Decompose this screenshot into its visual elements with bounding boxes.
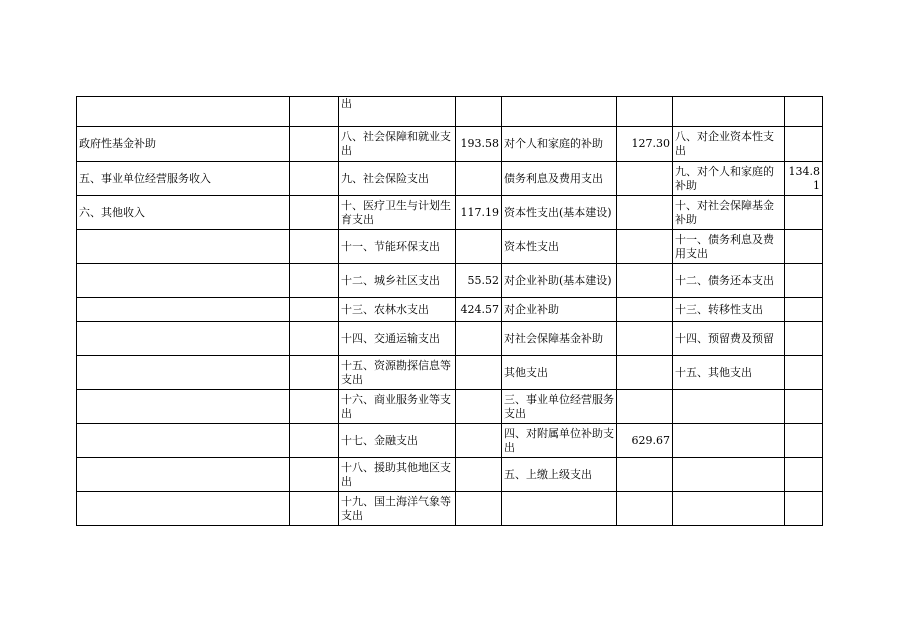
expenditure-function-cell: 出 <box>339 97 456 127</box>
income-item-cell <box>77 322 290 356</box>
table-row <box>77 458 823 492</box>
expenditure-govt-economic-cell: 十三、转移性支出 <box>673 298 785 322</box>
income-amount-cell <box>290 127 339 162</box>
expenditure-economic-cell: 对企业补助(基本建设) <box>502 264 617 298</box>
expenditure-economic-amount-cell <box>617 230 673 264</box>
expenditure-function-cell: 十四、交通运输支出 <box>339 322 456 356</box>
income-amount-cell <box>290 492 339 526</box>
income-item-cell <box>77 298 290 322</box>
expenditure-govt-economic-cell <box>673 492 785 526</box>
expenditure-economic-amount-cell <box>617 97 673 127</box>
income-amount-cell <box>290 196 339 230</box>
expenditure-govt-economic-cell <box>673 97 785 127</box>
expenditure-function-amount-cell: 55.52 <box>456 264 502 298</box>
table-row <box>77 97 823 127</box>
expenditure-economic-cell: 三、事业单位经营服务支出 <box>502 390 617 424</box>
expenditure-economic-amount-cell: 127.30 <box>617 127 673 162</box>
expenditure-govt-economic-amount-cell <box>785 127 823 162</box>
income-amount-cell <box>290 424 339 458</box>
expenditure-govt-economic-amount-cell <box>785 264 823 298</box>
income-amount-cell <box>290 458 339 492</box>
expenditure-economic-amount-cell: 629.67 <box>617 424 673 458</box>
expenditure-govt-economic-amount-cell <box>785 356 823 390</box>
income-amount-cell <box>290 162 339 196</box>
table-row <box>77 230 823 264</box>
expenditure-function-cell: 九、社会保险支出 <box>339 162 456 196</box>
income-item-cell <box>77 390 290 424</box>
table-row <box>77 298 823 322</box>
expenditure-economic-cell: 对企业补助 <box>502 298 617 322</box>
table-row <box>77 162 823 196</box>
expenditure-govt-economic-amount-cell <box>785 97 823 127</box>
expenditure-govt-economic-cell: 九、对个人和家庭的补助 <box>673 162 785 196</box>
income-item-cell <box>77 424 290 458</box>
income-item-cell <box>77 264 290 298</box>
expenditure-govt-economic-amount-cell <box>785 298 823 322</box>
expenditure-economic-amount-cell <box>617 492 673 526</box>
expenditure-function-amount-cell <box>456 322 502 356</box>
income-amount-cell <box>290 322 339 356</box>
expenditure-govt-economic-amount-cell <box>785 492 823 526</box>
expenditure-function-cell: 十一、节能环保支出 <box>339 230 456 264</box>
expenditure-function-cell: 十六、商业服务业等支出 <box>339 390 456 424</box>
expenditure-economic-cell: 四、对附属单位补助支出 <box>502 424 617 458</box>
expenditure-govt-economic-cell: 十五、其他支出 <box>673 356 785 390</box>
income-item-cell <box>77 97 290 127</box>
expenditure-economic-amount-cell <box>617 196 673 230</box>
expenditure-govt-economic-cell: 十、对社会保障基金补助 <box>673 196 785 230</box>
expenditure-function-amount-cell: 424.57 <box>456 298 502 322</box>
table-row <box>77 322 823 356</box>
expenditure-function-amount-cell <box>456 390 502 424</box>
expenditure-economic-amount-cell <box>617 162 673 196</box>
expenditure-govt-economic-amount-cell: 134.81 <box>785 162 823 196</box>
expenditure-govt-economic-cell: 八、对企业资本性支出 <box>673 127 785 162</box>
expenditure-govt-economic-cell <box>673 458 785 492</box>
expenditure-govt-economic-cell: 十一、债务利息及费用支出 <box>673 230 785 264</box>
expenditure-economic-cell: 五、上缴上级支出 <box>502 458 617 492</box>
expenditure-govt-economic-amount-cell <box>785 458 823 492</box>
income-item-cell <box>77 230 290 264</box>
expenditure-function-cell: 十、医疗卫生与计划生育支出 <box>339 196 456 230</box>
expenditure-govt-economic-cell: 十二、债务还本支出 <box>673 264 785 298</box>
expenditure-function-amount-cell <box>456 458 502 492</box>
expenditure-function-amount-cell <box>456 97 502 127</box>
expenditure-function-cell: 十三、农林水支出 <box>339 298 456 322</box>
expenditure-economic-amount-cell <box>617 298 673 322</box>
expenditure-economic-cell <box>502 97 617 127</box>
table-row <box>77 424 823 458</box>
income-amount-cell <box>290 264 339 298</box>
expenditure-function-amount-cell: 193.58 <box>456 127 502 162</box>
expenditure-function-cell: 八、社会保障和就业支出 <box>339 127 456 162</box>
income-amount-cell <box>290 298 339 322</box>
expenditure-function-cell: 十九、国土海洋气象等支出 <box>339 492 456 526</box>
expenditure-economic-cell: 对个人和家庭的补助 <box>502 127 617 162</box>
expenditure-function-cell: 十二、城乡社区支出 <box>339 264 456 298</box>
expenditure-economic-amount-cell <box>617 356 673 390</box>
expenditure-economic-cell: 资本性支出 <box>502 230 617 264</box>
expenditure-economic-cell: 对社会保障基金补助 <box>502 322 617 356</box>
expenditure-govt-economic-cell <box>673 424 785 458</box>
table-row <box>77 196 823 230</box>
expenditure-function-amount-cell <box>456 356 502 390</box>
income-item-cell: 政府性基金补助 <box>77 127 290 162</box>
expenditure-economic-cell: 债务利息及费用支出 <box>502 162 617 196</box>
expenditure-function-amount-cell <box>456 230 502 264</box>
table-row <box>77 264 823 298</box>
table-row <box>77 492 823 526</box>
expenditure-function-amount-cell <box>456 492 502 526</box>
expenditure-function-amount-cell <box>456 162 502 196</box>
income-amount-cell <box>290 356 339 390</box>
expenditure-govt-economic-amount-cell <box>785 390 823 424</box>
income-item-cell <box>77 458 290 492</box>
expenditure-function-cell: 十五、资源勘探信息等支出 <box>339 356 456 390</box>
expenditure-govt-economic-amount-cell <box>785 230 823 264</box>
expenditure-economic-amount-cell <box>617 264 673 298</box>
income-item-cell <box>77 356 290 390</box>
expenditure-govt-economic-cell: 十四、预留费及预留 <box>673 322 785 356</box>
expenditure-economic-amount-cell <box>617 322 673 356</box>
expenditure-function-cell: 十八、援助其他地区支出 <box>339 458 456 492</box>
expenditure-govt-economic-amount-cell <box>785 196 823 230</box>
expenditure-economic-amount-cell <box>617 390 673 424</box>
expenditure-function-amount-cell <box>456 424 502 458</box>
income-item-cell: 六、其他收入 <box>77 196 290 230</box>
budget-table <box>76 96 823 526</box>
income-item-cell <box>77 492 290 526</box>
income-amount-cell <box>290 97 339 127</box>
income-item-cell: 五、事业单位经营服务收入 <box>77 162 290 196</box>
expenditure-economic-cell <box>502 492 617 526</box>
expenditure-govt-economic-amount-cell <box>785 424 823 458</box>
expenditure-govt-economic-amount-cell <box>785 322 823 356</box>
income-amount-cell <box>290 230 339 264</box>
expenditure-economic-amount-cell <box>617 458 673 492</box>
income-amount-cell <box>290 390 339 424</box>
table-row <box>77 127 823 162</box>
expenditure-function-amount-cell: 117.19 <box>456 196 502 230</box>
expenditure-function-cell: 十七、金融支出 <box>339 424 456 458</box>
expenditure-economic-cell: 其他支出 <box>502 356 617 390</box>
expenditure-govt-economic-cell <box>673 390 785 424</box>
expenditure-economic-cell: 资本性支出(基本建设) <box>502 196 617 230</box>
table-row <box>77 390 823 424</box>
table-row <box>77 356 823 390</box>
